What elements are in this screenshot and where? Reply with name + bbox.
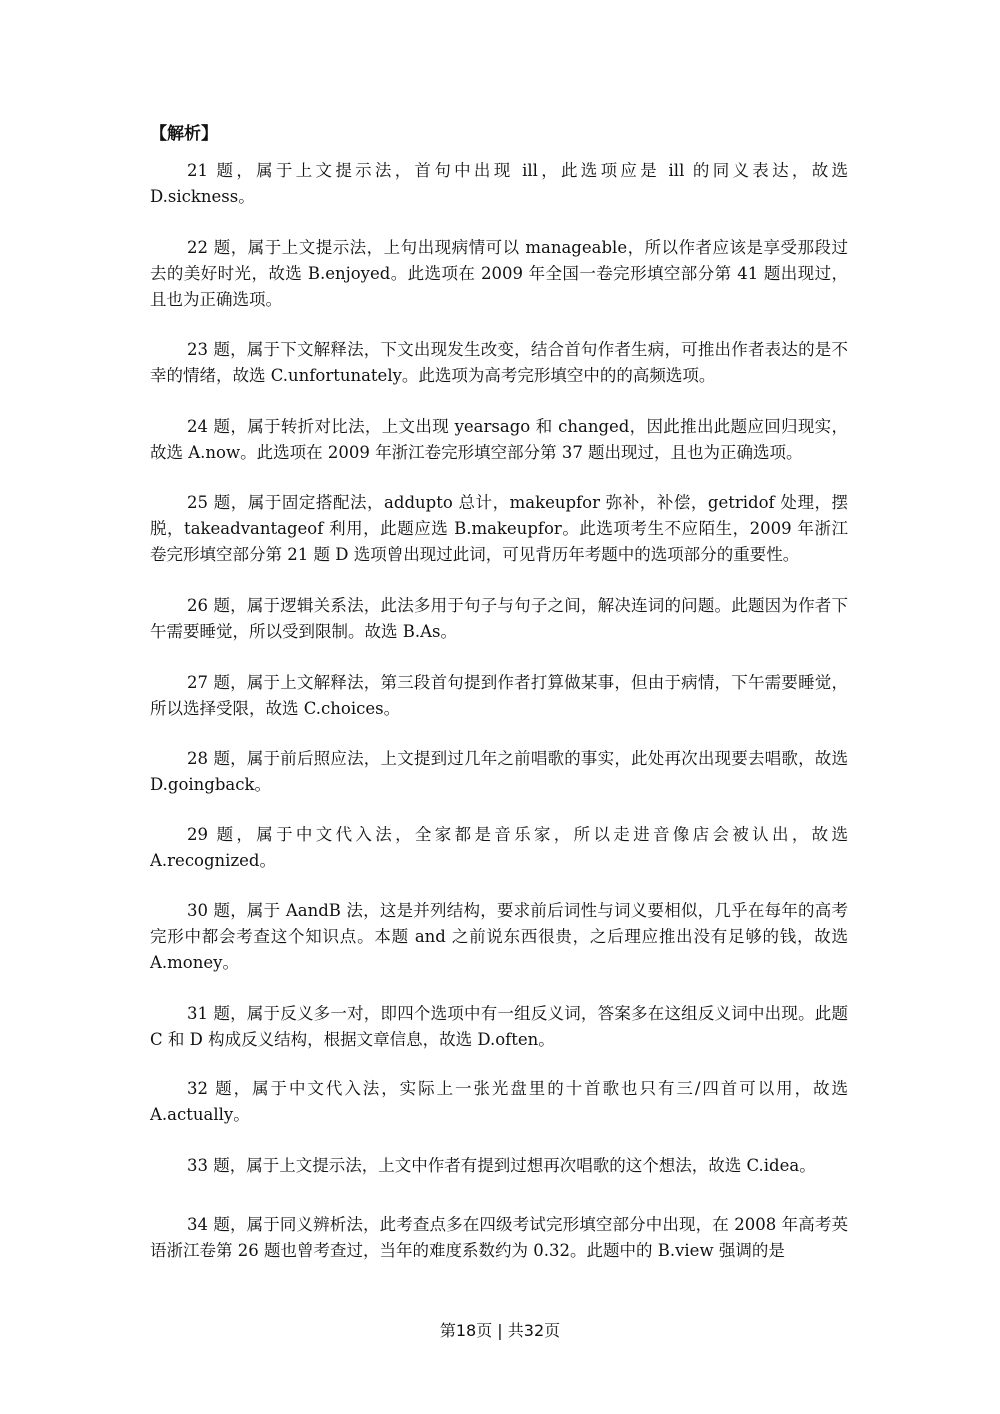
answer-paragraph-33: 33 题，属于上文提示法，上文中作者有提到过想再次唱歌的这个想法，故选 C.idea。 bbox=[187, 1156, 816, 1175]
answer-paragraph-25: 25 题，属于固定搭配法，addupto 总计，makeupfor 弥补，补偿，getridof 处理，摆脱，takeadvantageof 利用，此题应选 B.makeupfor。此选项考生不应陌生，2009 年浙江卷完形填空部分第 21 题 D 选项曾出现过此词，可见背历年考题中的选项部分的重要性。 bbox=[150, 493, 848, 564]
answer-paragraph-22: 22 题，属于上文提示法，上句出现病情可以 manageable，所以作者应该是享受那段过去的美好时光，故选 B.enjoyed。此选项在 2009 年全国一卷完形填空部分第 41 题出现过，且也为正确选项。 bbox=[150, 238, 848, 309]
answer-paragraph-24: 24 题，属于转折对比法，上文出现 yearsago 和 changed，因此推出此题应回归现实，故选 A.now。此选项在 2009 年浙江卷完形填空部分第 37 题出现过，且也为正确选项。 bbox=[150, 417, 848, 462]
answer-paragraph-28: 28 题，属于前后照应法，上文提到过几年之前唱歌的事实，此处再次出现要去唱歌，故选 D.goingback。 bbox=[150, 749, 848, 794]
page-footer: 第18页 | 共32页 bbox=[439, 1321, 561, 1340]
answer-paragraph-27: 27 题，属于上文解释法，第三段首句提到作者打算做某事，但由于病情，下午需要睡觉，所以选择受限，故选 C.choices。 bbox=[150, 673, 848, 718]
answer-paragraph-30: 30 题，属于 AandB 法，这是并列结构，要求前后词性与词义要相似，几乎在每年的高考完形中都会考查这个知识点。本题 and 之前说东西很贵，之后理应推出没有足够的钱，故选 A.money。 bbox=[150, 901, 848, 972]
answer-paragraph-26: 26 题，属于逻辑关系法，此法多用于句子与句子之间，解决连词的问题。此题因为作者下午需要睡觉，所以受到限制。故选 B.As。 bbox=[150, 596, 848, 641]
answer-paragraph-32: 32 题，属于中文代入法，实际上一张光盘里的十首歌也只有三/四首可以用，故选 A.actually。 bbox=[150, 1079, 848, 1124]
section-heading: 【解析】 bbox=[150, 124, 218, 144]
answer-paragraph-29: 29 题，属于中文代入法，全家都是音乐家，所以走进音像店会被认出，故选 A.recognized。 bbox=[150, 825, 848, 870]
answer-paragraph-31: 31 题，属于反义多一对，即四个选项中有一组反义词，答案多在这组反义词中出现。此题 C 和 D 构成反义结构，根据文章信息，故选 D.often。 bbox=[150, 1004, 848, 1049]
answer-paragraph-34: 34 题，属于同义辨析法，此考查点多在四级考试完形填空部分中出现，在 2008 年高考英语浙江卷第 26 题也曾考查过，当年的难度系数约为 0.32。此题中的 B.view 强调的是 bbox=[150, 1215, 848, 1260]
answer-paragraph-21: 21 题，属于上文提示法，首句中出现 ill，此选项应是 ill 的同义表达，故选 D.sickness。 bbox=[150, 161, 848, 206]
answer-paragraph-23: 23 题，属于下文解释法，下文出现发生改变，结合首句作者生病，可推出作者表达的是不幸的情绪，故选 C.unfortunately。此选项为高考完形填空中的的高频选项。 bbox=[150, 340, 848, 385]
